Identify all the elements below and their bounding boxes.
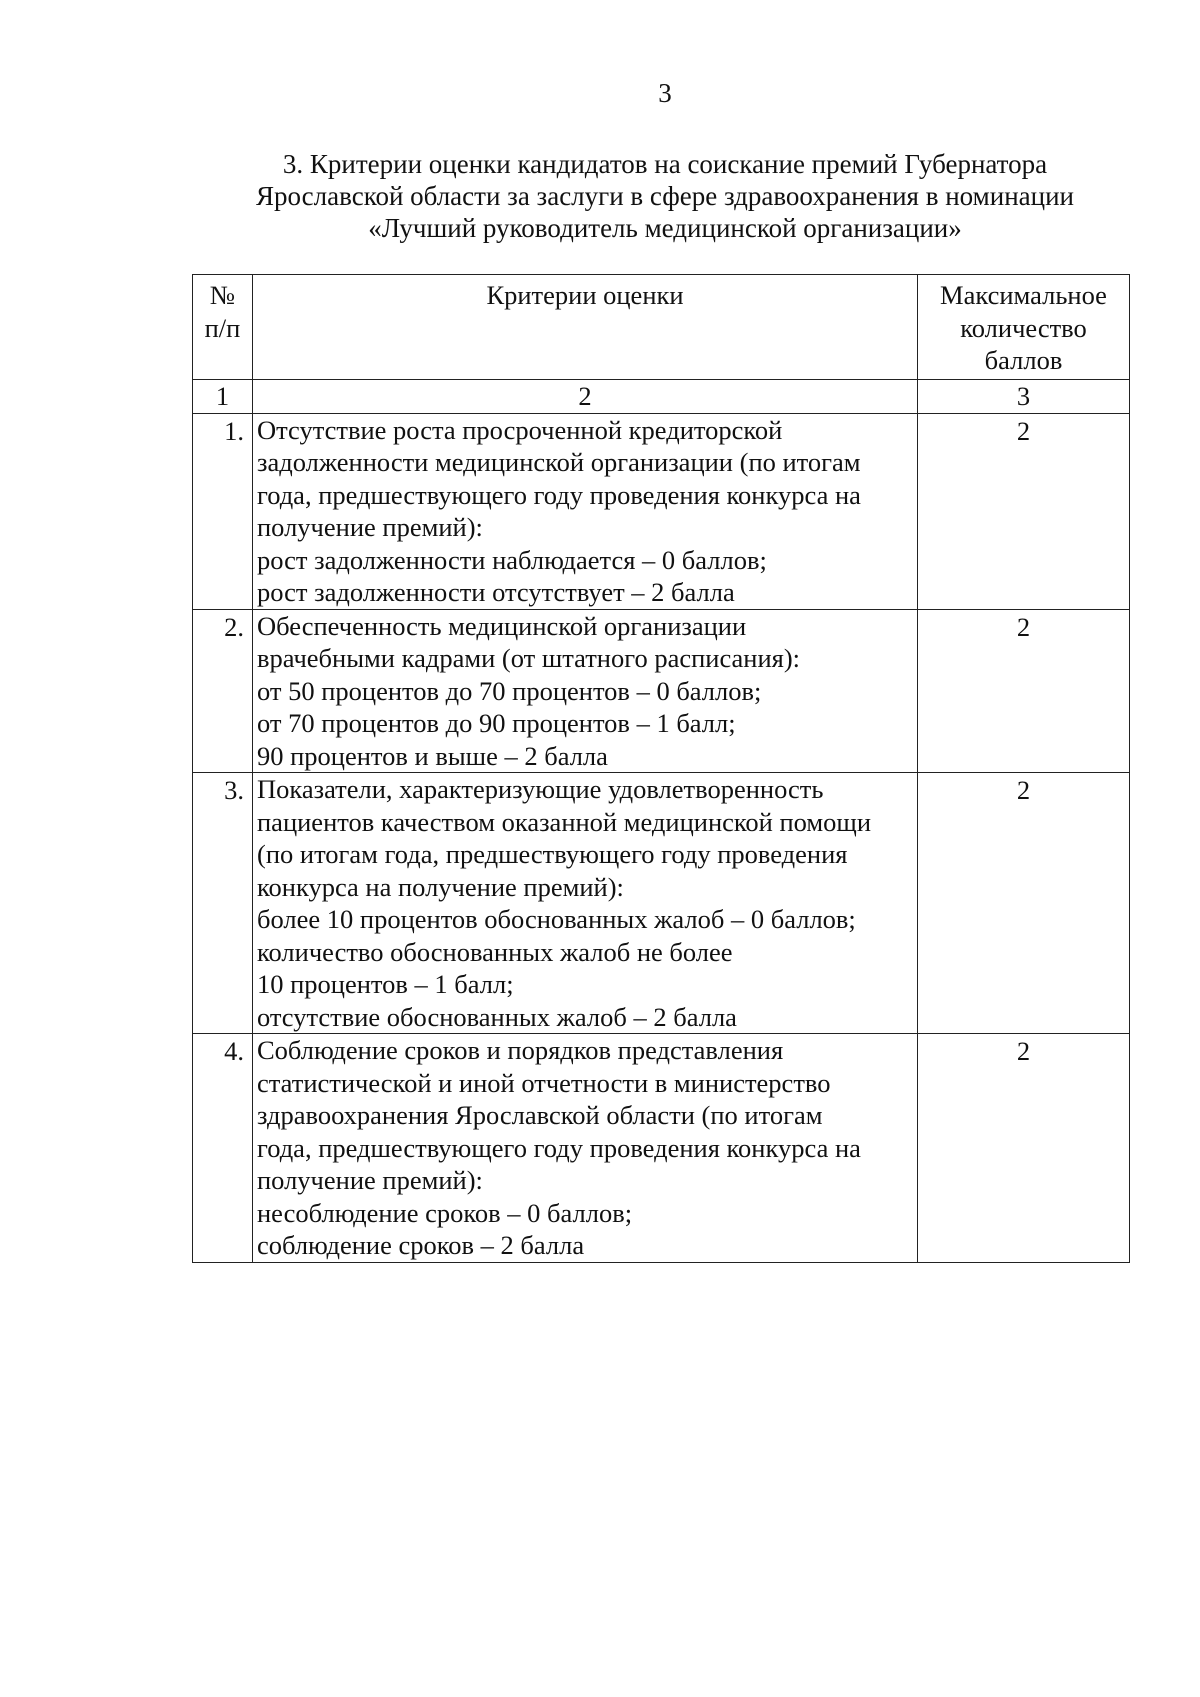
criteria-line: здравоохранения Ярославской области (по итогам [257,1100,823,1130]
column-index-row [193,380,1130,414]
criteria-line: соблюдение сроков – 2 балла [257,1230,585,1260]
criteria-line: (по итогам года, предшествующего году проведения [257,839,848,869]
header-number-line: п/п [204,312,241,343]
table-header-row [193,275,1130,380]
table-row [193,1034,1130,1263]
row-max-points-cell: 2 [918,609,1130,773]
document-heading [200,148,1130,244]
row-max-points-cell: 2 [918,413,1130,609]
row-criteria-cell [253,773,918,1034]
header-number-line: № [209,280,236,310]
header-max-line: Максимальное [940,280,1107,310]
criteria-line: Обеспеченность медицинской организации [257,610,747,641]
criteria-line: количество обоснованных жалоб не более [257,936,733,967]
criteria-line: более 10 процентов обоснованных жалоб – 0 баллов; [257,904,856,934]
criteria-line: получение премий): [257,512,483,542]
criteria-line: конкурса на получение премий): [257,871,624,902]
criteria-line: пациентов качеством оказанной медицинской помощи [257,806,872,837]
criteria-line: от 50 процентов до 70 процентов – 0 баллов; [257,675,762,706]
row-max-points-cell: 2 [918,1034,1130,1263]
criteria-line: получение премий): [257,1165,483,1195]
header-max-line: баллов [984,345,1063,375]
criteria-line: Соблюдение сроков и порядков представления [257,1035,784,1065]
row-max-points-cell: 2 [918,773,1130,1034]
table-row [193,609,1130,773]
criteria-table [192,274,1130,1263]
heading-line: Ярославской области за заслуги в сфере здравоохранения в номинации [256,181,1074,211]
criteria-line: года, предшествующего году проведения конкурса на [257,479,861,510]
criteria-line: Отсутствие роста просроченной кредиторской [257,414,783,445]
column-index-cell: 2 [253,380,918,414]
row-number-cell: 4. [193,1034,253,1263]
row-criteria-cell [253,413,918,609]
heading-line: 3. Критерии оценки кандидатов на соискание премий Губернатора [282,149,1048,179]
row-number-cell: 1. [193,413,253,609]
header-max-line: количество [960,312,1087,343]
criteria-line: отсутствие обоснованных жалоб – 2 балла [257,1001,737,1032]
column-index-cell: 1 [193,380,253,414]
heading-line: «Лучший руководитель медицинской организации» [368,213,962,243]
criteria-line: несоблюдение сроков – 0 баллов; [257,1197,633,1228]
criteria-line: 90 процентов и выше – 2 балла [257,740,608,771]
criteria-line: статистической и иной отчетности в министерство [257,1067,831,1098]
row-number-cell: 2. [193,609,253,773]
criteria-line: года, предшествующего году проведения конкурса на [257,1132,861,1163]
row-criteria-cell [253,609,918,773]
row-criteria-cell [253,1034,918,1263]
criteria-line: рост задолженности наблюдается – 0 баллов; [257,544,767,575]
criteria-line: от 70 процентов до 90 процентов – 1 балл; [257,708,736,738]
page-number: 3 [658,78,672,108]
criteria-line: 10 процентов – 1 балл; [257,969,514,999]
row-number-cell: 3. [193,773,253,1034]
header-max-points-cell [918,275,1130,380]
column-index-cell: 3 [918,380,1130,414]
header-number-cell [193,275,253,380]
header-criteria-cell: Критерии оценки [253,275,918,380]
criteria-line: врачебными кадрами (от штатного расписания): [257,643,801,673]
criteria-line: Показатели, характеризующие удовлетворенность [257,774,824,804]
criteria-line: задолженности медицинской организации (по итогам [257,447,861,477]
table-row [193,773,1130,1034]
criteria-line: рост задолженности отсутствует – 2 балла [257,577,735,607]
table-row [193,413,1130,609]
